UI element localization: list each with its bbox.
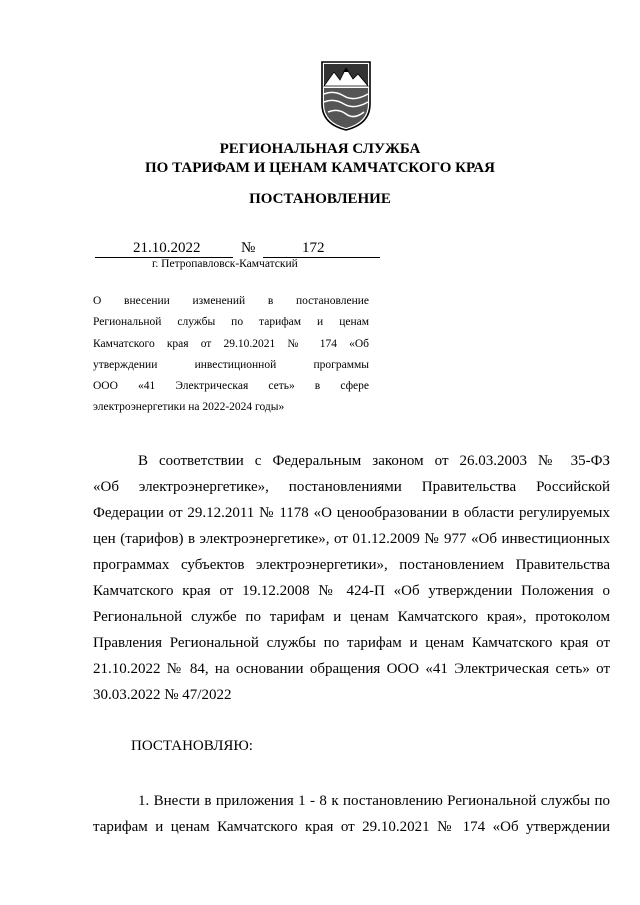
document-subject (93, 291, 369, 419)
subject-line: Региональной службы по тарифам и ценам (93, 316, 369, 329)
preamble-line: «Об электроэнергетике», постановлениями Правительства Российской (93, 479, 610, 495)
document-date: 21.10.2022 (133, 240, 201, 256)
subject-line: утверждении инвестиционной программы (93, 358, 369, 371)
preamble-paragraph (93, 448, 610, 708)
issue-place: г. Петропавловск-Камчатский (152, 258, 298, 270)
preamble-line: Региональной службе по тарифам и ценам Камчатского края», протоколом (93, 609, 610, 625)
subject-line: Камчатского края от 29.10.2021 № 174 «Об (93, 337, 369, 350)
number-sign: № (241, 240, 256, 256)
preamble-line: 30.03.2022 № 47/2022 (93, 687, 232, 703)
preamble-line: программах субъектов электроэнергетики», постановлением Правительства (93, 557, 610, 573)
subject-line: О внесении изменений в постановление (93, 295, 369, 307)
preamble-line: Федерации от 29.12.2011 № 1178 «О ценообразовании в области регулируемых (93, 505, 610, 521)
coat-of-arms-icon (320, 60, 372, 132)
preamble-line: Камчатского края от 19.12.2008 № 424-П «Об утверждении Положения о (93, 583, 610, 599)
preamble-line: Правления Региональной службы по тарифам и ценам Камчатского края от (93, 635, 610, 651)
preamble-line: цен (тарифов) в электроэнергетике», от 01.12.2009 № 977 «Об инвестиционных (93, 531, 610, 547)
subject-line: электроэнергетики на 2022-2024 годы» (93, 401, 285, 414)
item-line: 1. Внести в приложения 1 - 8 к постановлению Региональной службы по (138, 793, 610, 809)
decree-heading: ПОСТАНОВЛЯЮ: (131, 738, 253, 754)
org-name-line1: РЕГИОНАЛЬНАЯ СЛУЖБА (219, 141, 421, 157)
item-line: тарифам и ценам Камчатского края от 29.10.2021 № 174 «Об утверждении (93, 819, 610, 835)
preamble-line: 21.10.2022 № 84, на основании обращения ООО «41 Электрическая сеть» от (93, 661, 610, 677)
preamble-line: В соответствии с Федеральным законом от 26.03.2003 № 35-ФЗ (138, 453, 610, 469)
item-1-paragraph (93, 788, 610, 840)
subject-line: ООО «41 Электрическая сеть» в сфере (93, 380, 369, 393)
document-number: 172 (302, 240, 325, 256)
document-type: ПОСТАНОВЛЕНИЕ (249, 191, 391, 207)
org-name-line2: ПО ТАРИФАМ И ЦЕНАМ КАМЧАТСКОГО КРАЯ (145, 160, 495, 176)
